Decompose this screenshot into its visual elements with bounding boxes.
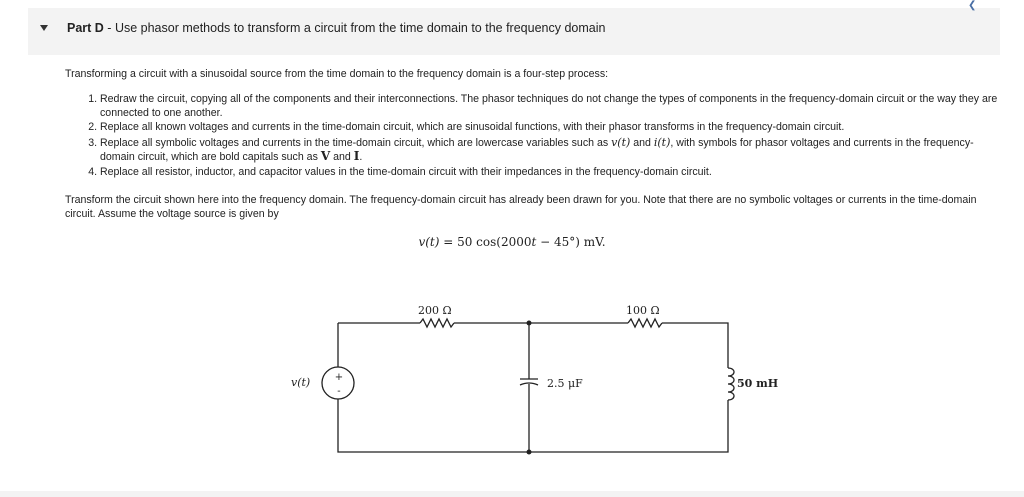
step-item: 2. Replace all known voltages and currents in the time-domain circuit, which are sinusoidal functions, with their phasor transforms in the frequency-domain circuit.	[100, 121, 1000, 135]
node-dot	[527, 450, 532, 455]
step-text: , with symbols for phasor voltages and currents in the frequency-domain circuit, which are bold capitals such as	[100, 136, 974, 163]
step-text: and	[330, 151, 354, 163]
eq-lhs: v(t)	[418, 235, 440, 249]
part-label: Part D	[67, 21, 104, 35]
bottom-divider	[0, 491, 1024, 497]
step-item: 4. Replace all resistor, inductor, and capacitor values in the time-domain circuit with their impedances in the frequency-domain circuit.	[100, 166, 1000, 180]
corner-chevron-icon[interactable]: ❮	[968, 0, 977, 11]
inductor-coil	[728, 368, 734, 400]
wire	[662, 323, 728, 368]
eq-part: − 45°) mV	[536, 235, 602, 249]
math-i-of-t: i(t)	[653, 135, 671, 149]
capacitor-label: 2.5 μF	[547, 377, 583, 390]
math-bold-v: V	[320, 149, 331, 163]
eq-dot: .	[601, 235, 606, 249]
wire	[338, 399, 728, 452]
circuit-wires	[322, 319, 734, 452]
step-text: .	[359, 151, 363, 163]
eq-t: t	[531, 235, 537, 249]
intro-text: Transforming a circuit with a sinusoidal source from the time domain to the frequency domain is a four-step process:	[65, 68, 609, 80]
transform-instructions: Transform the circuit shown here into the frequency domain. The frequency-domain circuit has already been drawn for you. Note that there are no symbolic voltages or currents in the time-domain circuit. Assume the voltage source is given by	[65, 194, 977, 220]
eq-part: = 50 cos(2000	[439, 235, 532, 249]
source-plus-sign: +	[334, 372, 344, 383]
node-dot	[527, 321, 532, 326]
source-label: v(t)	[291, 376, 311, 389]
source-minus-sign: -	[337, 386, 341, 397]
resistor-200-label: 200 Ω	[418, 304, 452, 317]
step-text: Replace all symbolic voltages and currents in the time-domain circuit, which are lowercase variables such as	[100, 136, 612, 149]
math-bold-i: I	[353, 149, 360, 163]
math-v-of-t: v(t)	[611, 135, 631, 149]
part-title-text: Use phasor methods to transform a circuit from the time domain to the frequency domain	[114, 21, 606, 35]
resistor-200-zigzag	[420, 319, 454, 327]
inductor-label: 50 mH	[737, 377, 779, 390]
resistor-100-label: 100 Ω	[626, 304, 660, 317]
part-separator: -	[103, 21, 115, 35]
resistor-100-zigzag	[628, 319, 662, 327]
step-item: 1. Redraw the circuit, copying all of the components and their interconnections. The phasor techniques do not change the types of components in the frequency-domain circuit or the way they are connected to one another.	[100, 93, 1000, 120]
step-text: and	[630, 136, 654, 149]
